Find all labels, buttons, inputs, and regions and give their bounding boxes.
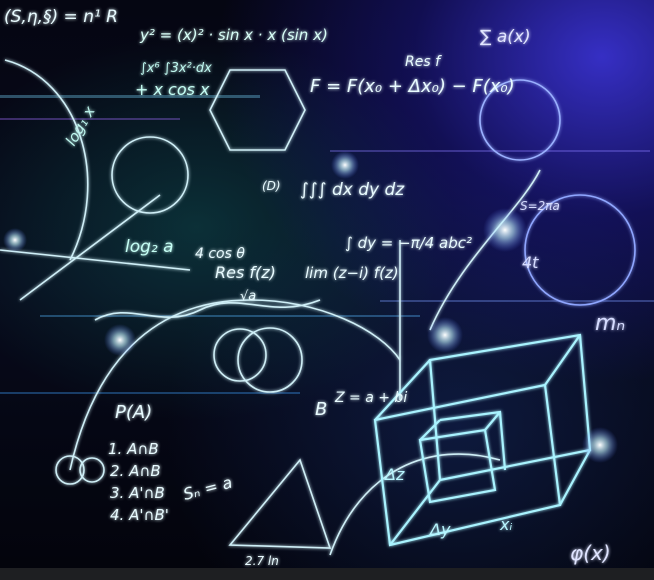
formula-8: log₁ x: [61, 103, 99, 149]
formula-11: log₂ a: [125, 237, 174, 257]
formula-9: ∫∫∫ dx dy dz: [300, 180, 405, 200]
flare-2: [483, 208, 527, 252]
formula-31: (D): [262, 179, 281, 193]
formula-15: 1. A∩B: [108, 440, 159, 458]
formula-23: Δy: [430, 520, 451, 539]
light-streaks: [0, 95, 654, 394]
flare-4: [104, 324, 136, 356]
formula-5: F = F(x₀ + Δx₀) − F(x₀): [310, 76, 515, 97]
formula-28: φ(x): [570, 541, 611, 565]
formula-18: 4. A'∩B': [110, 506, 169, 524]
formula-26: B: [315, 399, 328, 420]
bottom-bar: [0, 568, 654, 580]
formula-30: √a: [240, 289, 257, 304]
flare-3: [582, 427, 618, 463]
formula-21: Z = a + bi: [335, 390, 408, 406]
formula-6: Res f: [405, 54, 441, 70]
formula-10: ∫ dy = −π/4 abc²: [345, 234, 473, 252]
formula-3: ∫x⁶ ∫3x²·dx: [140, 61, 212, 76]
formula-22: Δz: [385, 465, 405, 484]
formula-20: P(A): [115, 402, 153, 423]
formula-24: xᵢ: [500, 515, 513, 534]
formula-1: (S,η,§) = n¹ R: [4, 7, 118, 27]
formula-2: y² = (x)² · sin x · x (sin x): [140, 26, 328, 44]
formula-29: 2.7 ln: [245, 554, 279, 568]
triangle: [230, 460, 330, 548]
flare-6: [3, 228, 27, 252]
formulas-layer: [4, 7, 625, 568]
cube-edges: [375, 335, 590, 545]
flare-5: [427, 317, 463, 353]
flare-1: [331, 151, 359, 179]
formula-13: Res f(z): [215, 263, 276, 282]
formula-4: + x cos x: [135, 80, 210, 99]
formula-16: 2. A∩B: [110, 462, 161, 480]
hexagon: [210, 70, 305, 150]
formula-7: ∑ a(x): [480, 27, 531, 47]
formula-27: mₙ: [595, 311, 626, 336]
cube-3d: [375, 335, 590, 545]
formula-14: lim (z−i) f(z): [305, 264, 399, 282]
formula-12: 4 cos θ: [195, 246, 245, 262]
formula-17: 3. A'∩B: [110, 484, 165, 502]
formula-19: Sₙ = a: [181, 472, 235, 504]
formula-32: 4t: [522, 253, 539, 272]
formula-25: S=2πa: [520, 199, 560, 213]
chalk-curves: [0, 60, 635, 555]
circle-mid-2: [238, 328, 302, 392]
